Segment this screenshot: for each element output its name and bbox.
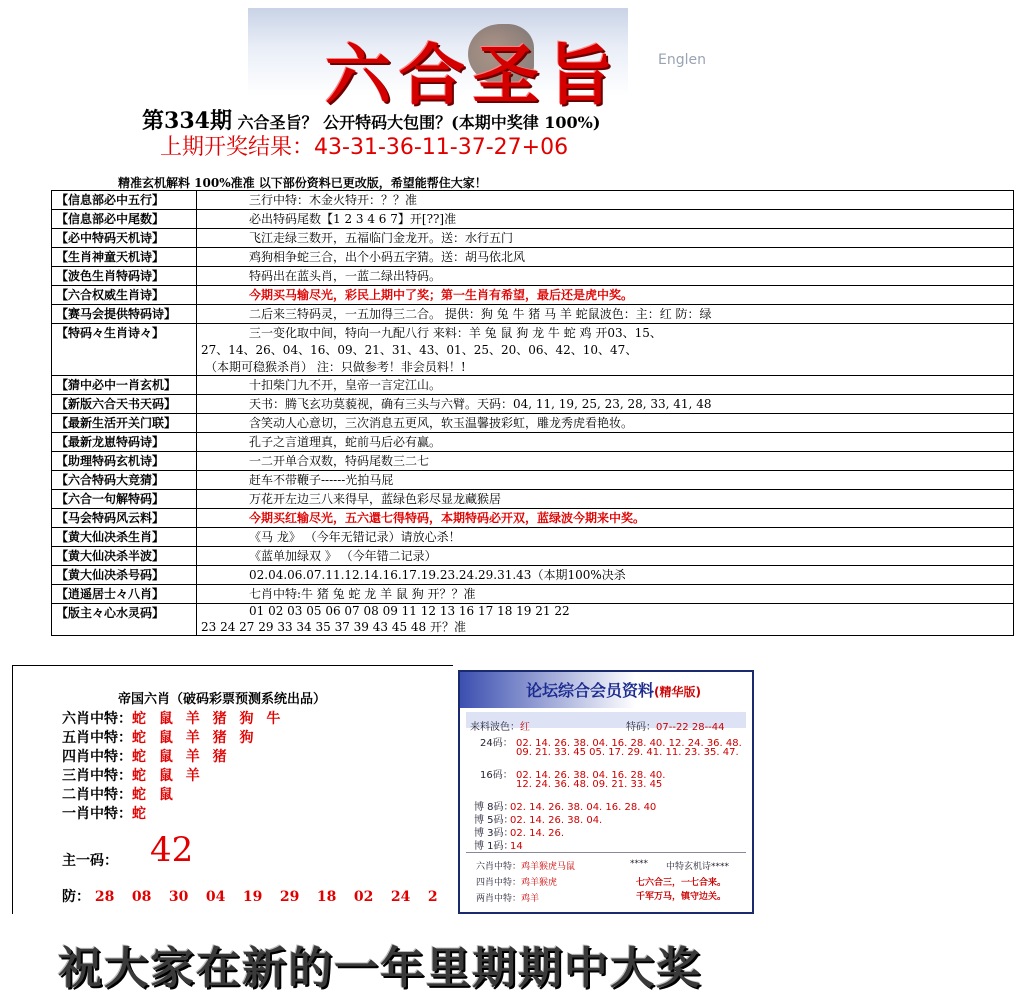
row-label: 【必中特码天机诗】 bbox=[52, 229, 197, 248]
table-row bbox=[52, 305, 1014, 324]
row-value: 特码出在蓝头肖，一蓝二绿出特码。 bbox=[249, 269, 442, 283]
row-value-cell bbox=[197, 433, 1014, 452]
info-table bbox=[51, 190, 1014, 636]
row-label: 【六合权威生肖诗】 bbox=[52, 286, 197, 305]
row-value-continuation: 23 24 27 29 33 34 35 37 39 43 45 48 开？准 bbox=[201, 620, 467, 634]
row-label: 【信息部必中五行】 bbox=[52, 191, 197, 210]
last-result bbox=[160, 130, 568, 161]
table-row bbox=[52, 490, 1014, 509]
defense-number: 28 bbox=[94, 889, 115, 905]
forum-bottom bbox=[466, 852, 746, 909]
forum-row-b8: 博 8码：02. 14. 26. 38. 04. 16. 28. 40 bbox=[474, 802, 657, 813]
row-value-cell bbox=[197, 286, 1014, 305]
row-value: 含笑动人心意切，三次消息五更风，软玉温馨披彩虹，雕龙秀虎看艳妆。 bbox=[249, 416, 634, 430]
defense-row bbox=[62, 886, 465, 906]
forum-stars: **** bbox=[630, 859, 648, 869]
row-value-cell bbox=[197, 267, 1014, 286]
defense-number: 2 bbox=[427, 889, 438, 905]
table-row bbox=[52, 509, 1014, 528]
zodiac-row: 六肖中特：蛇 鼠 羊 猪 狗 牛 bbox=[62, 711, 285, 727]
page-logo-title: 六合圣旨 bbox=[325, 36, 621, 114]
row-value-cell bbox=[197, 547, 1014, 566]
row-value: 十扣柴门九不开，皇帝一言定江山。 bbox=[249, 378, 442, 392]
forum-row-24: 24码： 02. 14. 26. 38. 04. 16. 28. 40. 12. 24. 36. 48. bbox=[480, 738, 742, 749]
table-row bbox=[52, 433, 1014, 452]
defense-number: 30 bbox=[168, 889, 189, 905]
table-row bbox=[52, 547, 1014, 566]
row-label: 【版主々心水灵码】 bbox=[52, 604, 197, 636]
english-link[interactable]: Englen bbox=[658, 52, 706, 68]
main-number-label: 主一码： bbox=[62, 853, 118, 869]
row-value-cell bbox=[197, 509, 1014, 528]
forum-special-code: 特码：07--22 28--44 bbox=[626, 722, 725, 733]
table-row bbox=[52, 191, 1014, 210]
table-row bbox=[52, 248, 1014, 267]
defense-label: 防： bbox=[62, 889, 90, 905]
intro-text: 精准玄机解料 100%准准 以下部份资料已更改版，希望能帮住大家！ bbox=[118, 176, 487, 190]
row-label: 【新版六合天书天码】 bbox=[52, 395, 197, 414]
forum-row-16: 16码： 02. 14. 26. 38. 04. 16. 28. 40. bbox=[480, 770, 666, 781]
row-label: 【生肖神童天机诗】 bbox=[52, 248, 197, 267]
table-row bbox=[52, 376, 1014, 395]
defense-number: 04 bbox=[205, 889, 226, 905]
row-label: 【最新生活开关门联】 bbox=[52, 414, 197, 433]
row-label: 【最新龙崽特码诗】 bbox=[52, 433, 197, 452]
row-value: 鸡狗相争蛇三合，出个小码五字猜。送：胡马依北风 bbox=[249, 250, 526, 264]
forum-row-16b: 12. 24. 36. 48. 09. 21. 33. 45 bbox=[516, 779, 663, 790]
row-label: 【黄大仙决杀号码】 bbox=[52, 566, 197, 585]
table-row bbox=[52, 324, 1014, 376]
forum-title: 论坛综合会员资料(精华版) bbox=[526, 681, 701, 700]
issue-prefix: 第 bbox=[142, 108, 165, 134]
row-value-continuation: （本期可稳猴杀肖） 注：只做参考！非会员料！! bbox=[205, 360, 466, 374]
row-value: 02.04.06.07.11.12.14.16.17.19.23.24.29.31.43（本期100%决杀 bbox=[249, 568, 626, 582]
row-value: 今期买红输尽光，五六還七得特码，本期特码必开双，蓝绿波今期来中奖。 bbox=[249, 511, 646, 525]
zodiac-row: 二肖中特：蛇 鼠 bbox=[62, 787, 177, 803]
row-value-cell bbox=[197, 376, 1014, 395]
forum-six: 六肖中特：鸡羊猴虎马鼠 bbox=[476, 862, 576, 872]
slogan: 祝大家在新的一年里期期中大奖 bbox=[58, 943, 702, 994]
row-label: 【六合特码大竞猜】 bbox=[52, 471, 197, 490]
forum-row-b5: 博 5码：02. 14. 26. 38. 04. bbox=[474, 815, 603, 826]
table-row bbox=[52, 585, 1014, 604]
row-label: 【猜中必中一肖玄机】 bbox=[52, 376, 197, 395]
row-label: 【助理特码玄机诗】 bbox=[52, 452, 197, 471]
defense-number: 02 bbox=[353, 889, 374, 905]
row-value: 飞江走绿三数开，五福临门金龙开。送：水行五门 bbox=[249, 231, 514, 245]
row-label: 【波色生肖特码诗】 bbox=[52, 267, 197, 286]
zodiac-row: 五肖中特：蛇 鼠 羊 猪 狗 bbox=[62, 730, 258, 746]
last-result-label: 上期开奖结果： bbox=[160, 135, 315, 160]
row-label: 【信息部必中尾数】 bbox=[52, 210, 197, 229]
zodiac-row: 三肖中特：蛇 鼠 羊 bbox=[62, 768, 204, 784]
table-row bbox=[52, 471, 1014, 490]
row-value-cell bbox=[197, 566, 1014, 585]
row-label: 【黄大仙决杀生肖】 bbox=[52, 528, 197, 547]
main-number: 42 bbox=[150, 830, 194, 870]
defense-number: 08 bbox=[131, 889, 152, 905]
table-row bbox=[52, 566, 1014, 585]
defense-number: 29 bbox=[279, 889, 300, 905]
table-row bbox=[52, 452, 1014, 471]
forum-row-b1: 博 1码：14 bbox=[474, 841, 523, 852]
row-value: 《蓝单加绿双 》 （今年错二记录） bbox=[249, 549, 437, 563]
forum-poem-line: 千军万马，镇守边关。 bbox=[636, 892, 727, 902]
forum-wave: 来料波色：红 bbox=[470, 722, 530, 733]
row-value: 必出特码尾数【1 2 3 4 6 7】开[??]准 bbox=[249, 212, 457, 226]
forum-two: 两肖中特：鸡羊 bbox=[476, 894, 540, 904]
row-value: 七肖中特:牛 猪 兔 蛇 龙 羊 鼠 狗 开？？准 bbox=[249, 587, 476, 601]
row-value-cell bbox=[197, 324, 1014, 376]
row-value-cell bbox=[197, 191, 1014, 210]
defense-number: 24 bbox=[390, 889, 411, 905]
row-value-cell bbox=[197, 490, 1014, 509]
table-row bbox=[52, 210, 1014, 229]
table-row bbox=[52, 604, 1014, 636]
row-value-cell bbox=[197, 471, 1014, 490]
row-value-cell bbox=[197, 414, 1014, 433]
defense-number: 18 bbox=[316, 889, 337, 905]
row-label: 【逍遥居士々八肖】 bbox=[52, 585, 197, 604]
row-value-cell bbox=[197, 452, 1014, 471]
row-value: 天书：腾飞玄功莫藐视，确有三头与六臂。天码：04, 11, 19, 25, 23, 28, 33, 41, 48 bbox=[249, 397, 712, 411]
row-label: 【赛马会提供特码诗】 bbox=[52, 305, 197, 324]
row-value: 二后来三特码灵，一五加得三二合。 提供：狗 兔 牛 猪 马 羊 蛇鼠波色：主：红 防：绿 bbox=[249, 307, 712, 321]
row-value: 赶车不带鞭子------光拍马屁 bbox=[249, 473, 394, 487]
forum-poem-line: 七六合三，一七合来。 bbox=[636, 878, 727, 888]
row-value: 三行中特：木金火特开：？？准 bbox=[249, 193, 418, 207]
issue-number: 334 bbox=[164, 108, 210, 134]
issue-suffix: 期 bbox=[209, 108, 232, 134]
row-value-cell bbox=[197, 210, 1014, 229]
row-label: 【六合一句解特码】 bbox=[52, 490, 197, 509]
row-value-cell bbox=[197, 604, 1014, 636]
row-value: 万花开左边三八来得早，蓝绿色彩尽显龙藏猴居 bbox=[249, 492, 502, 506]
table-row bbox=[52, 414, 1014, 433]
forum-row-b3: 博 3码：02. 14. 26. bbox=[474, 828, 565, 839]
table-row bbox=[52, 229, 1014, 248]
table-row bbox=[52, 528, 1014, 547]
row-value: 《马 龙》 （今年无错记录）请放心杀！ bbox=[249, 530, 461, 544]
forum-poem-title: 中特玄机诗**** bbox=[666, 862, 730, 872]
row-value-cell bbox=[197, 395, 1014, 414]
forum-member-panel bbox=[458, 670, 754, 914]
empire-title: 帝国六肖（破码彩票预测系统出品） bbox=[118, 692, 327, 707]
row-value-cell bbox=[197, 248, 1014, 267]
forum-four: 四肖中特：鸡羊猴虎 bbox=[476, 878, 558, 888]
row-value: 孔子之言道理真，蛇前马后必有赢。 bbox=[249, 435, 442, 449]
row-value-cell bbox=[197, 229, 1014, 248]
table-row bbox=[52, 267, 1014, 286]
row-value: 一二开单合双数，特码尾数三二七 bbox=[249, 454, 430, 468]
last-result-value: 43-31-36-11-37-27+06 bbox=[314, 135, 569, 160]
row-value-cell bbox=[197, 305, 1014, 324]
table-row bbox=[52, 286, 1014, 305]
row-label: 【黄大仙决杀半波】 bbox=[52, 547, 197, 566]
row-value: 今期买马输尽光，彩民上期中了奖；第一生肖有希望，最后还是虎中奖。 bbox=[249, 288, 634, 302]
row-label: 【马会特码风云料】 bbox=[52, 509, 197, 528]
row-value-cell bbox=[197, 528, 1014, 547]
forum-row-24b: 09. 21. 33. 45 05. 17. 29. 41. 11. 23. 35. 47. bbox=[516, 747, 739, 758]
row-value: 01 02 03 05 06 07 08 09 11 12 13 16 17 18 19 21 22 bbox=[249, 604, 570, 618]
defense-number: 19 bbox=[242, 889, 263, 905]
row-value-continuation: 27、14、26、04、16、09、21、31、43、01、25、20、06、42、10、47、 bbox=[201, 343, 638, 357]
row-value: 三一变化取中间，特向一九配八行 来料：羊 兔 鼠 狗 龙 牛 蛇 鸡 开03、15、 bbox=[249, 326, 662, 340]
table-row bbox=[52, 395, 1014, 414]
row-label: 【特码々生肖诗々】 bbox=[52, 324, 197, 376]
zodiac-row: 一肖中特：蛇 bbox=[62, 806, 150, 822]
zodiac-row: 四肖中特：蛇 鼠 羊 猪 bbox=[62, 749, 231, 765]
issue-text: 六合圣旨？ 公开特码大包围？(本期中奖律 100%) bbox=[237, 113, 601, 132]
row-value-cell bbox=[197, 585, 1014, 604]
